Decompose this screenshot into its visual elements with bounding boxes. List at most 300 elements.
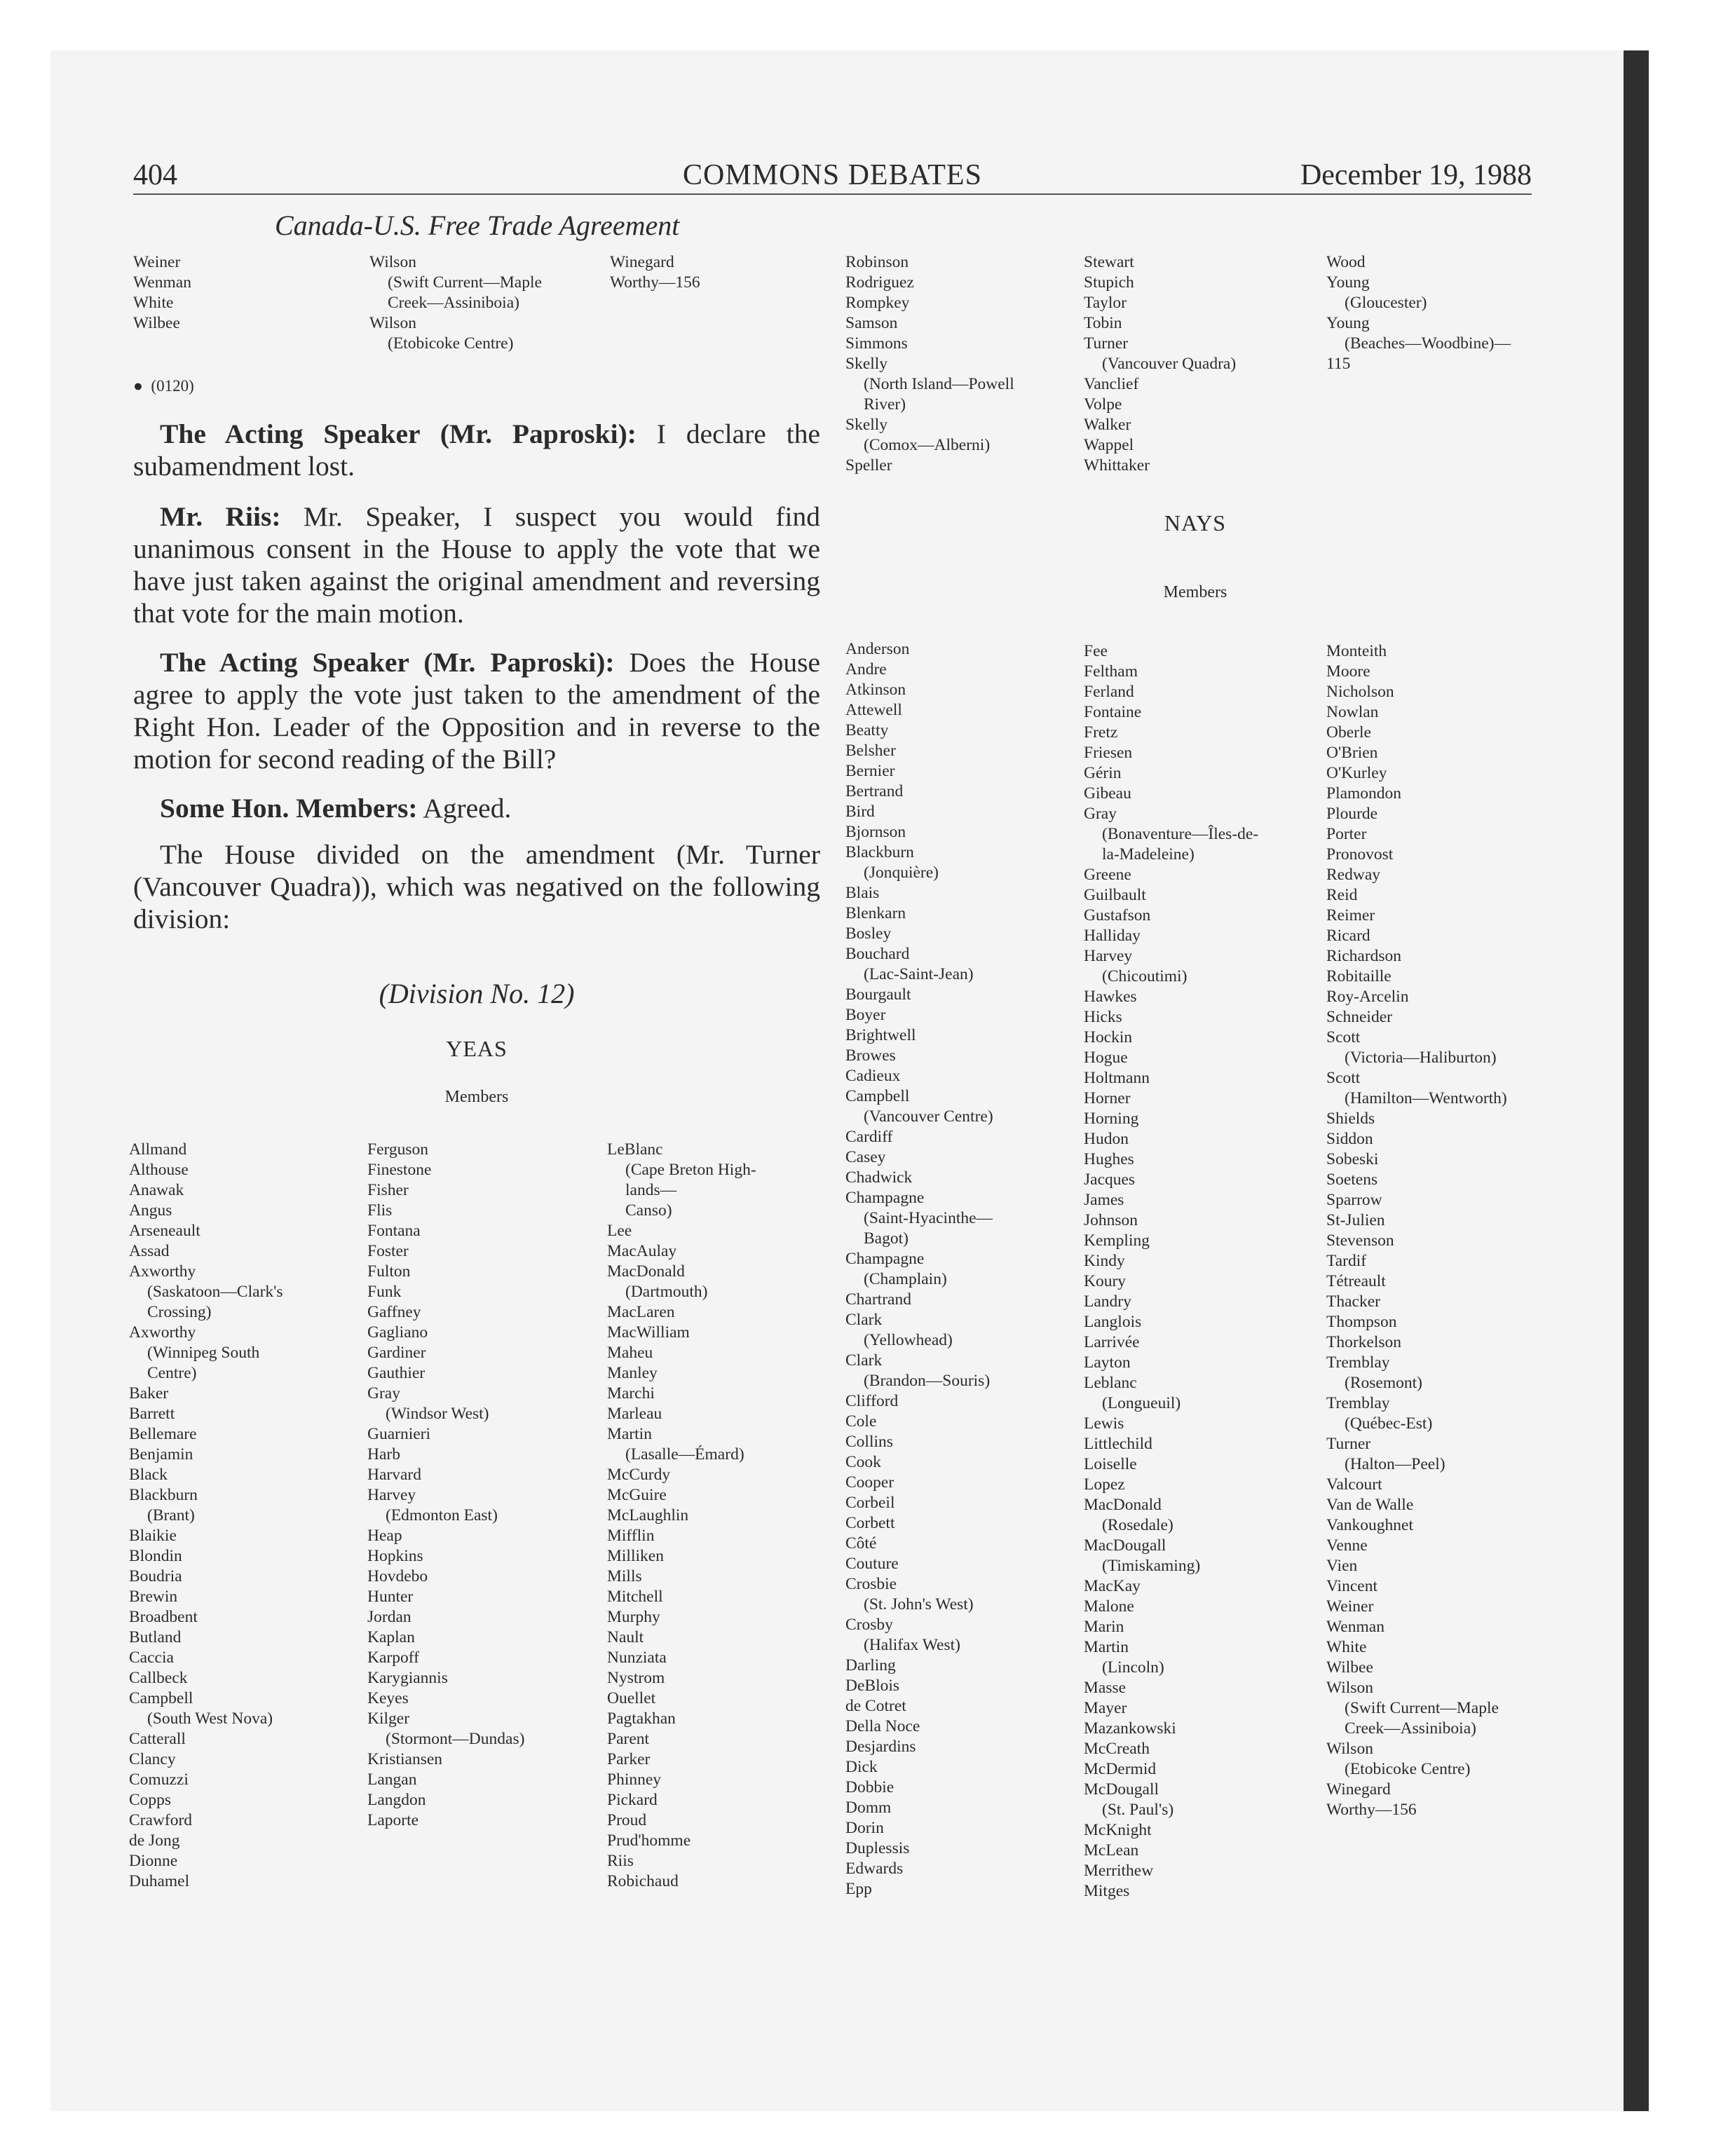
member-name: Comuzzi xyxy=(129,1770,189,1789)
member-name: Bernier xyxy=(845,762,895,780)
member-name: Maheu xyxy=(607,1344,653,1362)
member-name: Taylor xyxy=(1084,294,1127,312)
member-name: Stewart xyxy=(1084,253,1134,271)
member-name: Gagliano xyxy=(367,1323,428,1342)
member-name: Samson xyxy=(845,314,898,332)
member-name: Butland xyxy=(129,1628,182,1646)
riding-name: (South West Nova) xyxy=(147,1710,273,1728)
yeas-heading: YEAS xyxy=(446,1036,508,1061)
member-name: Cadieux xyxy=(845,1067,901,1085)
member-name: Worthy—156 xyxy=(610,273,700,292)
member-name: Blackburn xyxy=(845,843,914,861)
member-name: Clark xyxy=(845,1311,883,1329)
member-name: Foster xyxy=(367,1242,409,1260)
member-name: Wenman xyxy=(1326,1618,1384,1636)
member-name: Kilger xyxy=(367,1710,410,1728)
prev-list-col-4 xyxy=(845,252,1014,476)
nays-heading: NAYS xyxy=(1164,510,1227,535)
member-name: Turner xyxy=(1326,1435,1371,1453)
member-name: Fee xyxy=(1084,642,1108,660)
member-name: Atkinson xyxy=(845,681,906,699)
member-name: Laporte xyxy=(367,1811,419,1829)
member-name: Lewis xyxy=(1084,1414,1124,1433)
member-name: Ricard xyxy=(1326,927,1370,945)
member-name: Karygiannis xyxy=(367,1669,448,1687)
member-name: Copps xyxy=(129,1791,172,1809)
member-name: Thompson xyxy=(1326,1313,1397,1331)
riding-name: Creek—Assiniboia) xyxy=(388,294,519,312)
member-name: Mitchell xyxy=(607,1588,663,1606)
member-name: Stevenson xyxy=(1326,1231,1394,1250)
riding-name: (Bonaventure—Îles-de- xyxy=(1102,825,1259,843)
paragraph-riis xyxy=(133,500,820,629)
riding-name: (Brant) xyxy=(147,1506,195,1524)
member-name: Walker xyxy=(1084,416,1131,434)
member-name: McCreath xyxy=(1084,1740,1150,1758)
member-name: Axworthy xyxy=(129,1262,196,1281)
member-name: Koury xyxy=(1084,1272,1127,1290)
member-name: Domm xyxy=(845,1799,892,1817)
member-name: Hogue xyxy=(1084,1049,1128,1067)
section-subtitle: Canada-U.S. Free Trade Agreement xyxy=(275,210,680,241)
riding-name: (Jonquière) xyxy=(864,864,939,882)
member-name: Riis xyxy=(607,1852,634,1870)
member-name: Volpe xyxy=(1084,395,1122,414)
member-name: de Cotret xyxy=(845,1697,906,1715)
riding-name: (Chicoutimi) xyxy=(1102,967,1188,985)
member-name: Funk xyxy=(367,1283,402,1301)
member-name: Lee xyxy=(607,1222,632,1240)
riding-name: (Windsor West) xyxy=(386,1405,489,1423)
paragraph-text: I declare the subamendment lost. xyxy=(133,418,820,482)
nays-col-3 xyxy=(1326,641,1507,1820)
time-marker xyxy=(133,377,194,395)
member-name: Nystrom xyxy=(607,1669,665,1687)
scan-edge-shadow xyxy=(1624,50,1649,2111)
member-name: Flis xyxy=(367,1201,393,1220)
riding-name: (Gloucester) xyxy=(1345,294,1427,312)
riding-name: (Dartmouth) xyxy=(625,1283,708,1301)
member-name: Rodriguez xyxy=(845,273,914,292)
riding-name: (Halton—Peel) xyxy=(1345,1455,1445,1473)
member-name: Bourgault xyxy=(845,985,911,1004)
member-name: Langdon xyxy=(367,1791,426,1809)
member-name: Roy-Arcelin xyxy=(1326,988,1409,1006)
member-name: Barrett xyxy=(129,1405,175,1423)
member-name: Shields xyxy=(1326,1110,1375,1128)
member-name: Manley xyxy=(607,1364,658,1382)
member-name: Clancy xyxy=(129,1750,176,1768)
riding-name: lands— xyxy=(625,1181,677,1199)
member-name: Murphy xyxy=(607,1608,660,1626)
member-name: Nowlan xyxy=(1326,703,1379,721)
member-name: Monteith xyxy=(1326,642,1387,660)
member-name: 115 xyxy=(1326,355,1351,373)
member-name: Bjornson xyxy=(845,823,906,841)
member-name: Bird xyxy=(845,803,875,821)
member-name: Hudon xyxy=(1084,1130,1129,1148)
member-name: Harb xyxy=(367,1445,400,1464)
header-rule xyxy=(133,193,1532,195)
riding-name: Crossing) xyxy=(147,1303,212,1321)
member-name: Robichaud xyxy=(607,1872,679,1890)
yeas-col-1 xyxy=(129,1140,283,1892)
member-name: Gray xyxy=(1084,805,1117,823)
member-name: Johnson xyxy=(1084,1211,1138,1229)
riding-name: (Lasalle—Émard) xyxy=(625,1445,744,1464)
member-name: Wappel xyxy=(1084,436,1134,454)
running-title: COMMONS DEBATES xyxy=(683,159,982,191)
member-name: Dorin xyxy=(845,1819,884,1837)
member-name: Clifford xyxy=(845,1392,899,1410)
member-name: Stupich xyxy=(1084,273,1134,292)
member-name: Larrivée xyxy=(1084,1333,1140,1351)
riding-name: (Stormont—Dundas) xyxy=(386,1730,525,1748)
member-name: Winegard xyxy=(610,253,674,271)
member-name: Wilbee xyxy=(1326,1658,1373,1677)
member-name: Weiner xyxy=(133,253,181,271)
member-name: LeBlanc xyxy=(607,1140,663,1159)
member-name: Robinson xyxy=(845,253,909,271)
member-name: Brightwell xyxy=(845,1026,916,1044)
member-name: Harvey xyxy=(1084,947,1133,965)
paragraph-text: Agreed. xyxy=(417,793,512,824)
riding-name: (Lac-Saint-Jean) xyxy=(864,965,974,983)
member-name: Anderson xyxy=(845,640,910,658)
member-name: Cook xyxy=(845,1453,881,1471)
member-name: Scott xyxy=(1326,1069,1361,1087)
time-marker-text: (0120) xyxy=(151,377,194,395)
riding-name: Centre) xyxy=(147,1364,197,1382)
member-name: Phinney xyxy=(607,1770,662,1789)
member-name: Gibeau xyxy=(1084,784,1131,803)
member-name: Nunziata xyxy=(607,1649,667,1667)
riding-name: (Vancouver Centre) xyxy=(864,1107,993,1126)
member-name: Wilson xyxy=(1326,1740,1373,1758)
riding-name: (Edmonton East) xyxy=(386,1506,498,1524)
member-name: Merrithew xyxy=(1084,1862,1154,1880)
member-name: Bellemare xyxy=(129,1425,197,1443)
riding-name: (Swift Current—Maple xyxy=(1345,1699,1499,1717)
member-name: Pronovost xyxy=(1326,845,1394,864)
member-name: Bertrand xyxy=(845,782,904,800)
member-name: Friesen xyxy=(1084,744,1133,762)
member-name: Hovdebo xyxy=(367,1567,428,1585)
member-name: Hunter xyxy=(367,1588,414,1606)
member-name: Vincent xyxy=(1326,1577,1377,1595)
member-name: Jordan xyxy=(367,1608,411,1626)
member-name: O'Brien xyxy=(1326,744,1378,762)
member-name: Della Noce xyxy=(845,1717,920,1735)
member-name: Fulton xyxy=(367,1262,411,1281)
member-name: Casey xyxy=(845,1148,886,1166)
member-name: Catterall xyxy=(129,1730,186,1748)
riding-name: (Swift Current—Maple xyxy=(388,273,542,292)
member-name: Champagne xyxy=(845,1189,925,1207)
riding-name: (Brandon—Souris) xyxy=(864,1372,991,1390)
riding-name: (Etobicoke Centre) xyxy=(388,334,514,353)
prev-list-col-3 xyxy=(610,252,700,293)
member-name: Fisher xyxy=(367,1181,409,1199)
member-name: Martin xyxy=(1084,1638,1129,1656)
member-name: Vankoughnet xyxy=(1326,1516,1414,1534)
member-name: MacWilliam xyxy=(607,1323,690,1342)
member-name: Anawak xyxy=(129,1181,184,1199)
prev-list-col-2 xyxy=(369,252,542,354)
member-name: Crawford xyxy=(129,1811,193,1829)
member-name: Angus xyxy=(129,1201,172,1220)
member-name: Gardiner xyxy=(367,1344,426,1362)
member-name: Plamondon xyxy=(1326,784,1402,803)
nays-col-1 xyxy=(845,639,993,1899)
bullet-icon: ● xyxy=(133,377,143,395)
member-name: Malone xyxy=(1084,1597,1134,1616)
riding-name: Canso) xyxy=(625,1201,672,1220)
member-name: Hicks xyxy=(1084,1008,1122,1026)
member-name: Young xyxy=(1326,314,1370,332)
member-name: Littlechild xyxy=(1084,1435,1152,1453)
member-name: Langlois xyxy=(1084,1313,1142,1331)
member-name: Harvard xyxy=(367,1466,421,1484)
riding-name: (Etobicoke Centre) xyxy=(1345,1760,1471,1778)
member-name: Halliday xyxy=(1084,927,1141,945)
member-name: Desjardins xyxy=(845,1738,916,1756)
member-name: Tardif xyxy=(1326,1252,1367,1270)
member-name: Rompkey xyxy=(845,294,910,312)
member-name: Turner xyxy=(1084,334,1129,353)
member-name: Côté xyxy=(845,1534,877,1553)
member-name: Axworthy xyxy=(129,1323,196,1342)
member-name: Landry xyxy=(1084,1292,1131,1311)
member-name: Wilson xyxy=(1326,1679,1373,1697)
member-name: Harvey xyxy=(367,1486,416,1504)
member-name: Corbett xyxy=(845,1514,895,1532)
speaker-name: Mr. Riis: xyxy=(160,501,281,532)
member-name: Reimer xyxy=(1326,906,1375,925)
member-name: Mayer xyxy=(1084,1699,1127,1717)
member-name: Redway xyxy=(1326,866,1381,884)
member-name: Young xyxy=(1326,273,1370,292)
prev-list-col-1 xyxy=(133,252,191,334)
member-name: Gérin xyxy=(1084,764,1122,782)
member-name: Allmand xyxy=(129,1140,187,1159)
member-name: Marchi xyxy=(607,1384,655,1403)
riding-name: (Timiskaming) xyxy=(1102,1557,1201,1575)
member-name: Campbell xyxy=(845,1087,910,1105)
member-name: Tremblay xyxy=(1326,1353,1390,1372)
member-name: Masse xyxy=(1084,1679,1127,1697)
member-name: Boudria xyxy=(129,1567,182,1585)
member-name: Valcourt xyxy=(1326,1475,1382,1494)
page-number: 404 xyxy=(133,159,177,191)
prev-list-col-6 xyxy=(1326,252,1511,374)
member-name: Mills xyxy=(607,1567,642,1585)
member-name: Campbell xyxy=(129,1689,193,1707)
riding-name: (Hamilton—Wentworth) xyxy=(1345,1089,1507,1107)
member-name: Epp xyxy=(845,1880,872,1898)
member-name: Duplessis xyxy=(845,1839,910,1857)
riding-name: (North Island—Powell xyxy=(864,375,1014,393)
member-name: Dionne xyxy=(129,1852,178,1870)
riding-name: (Comox—Alberni) xyxy=(864,436,991,454)
riding-name: (Champlain) xyxy=(864,1270,947,1288)
member-name: Martin xyxy=(607,1425,652,1443)
member-name: Browes xyxy=(845,1046,896,1065)
member-name: Tétreault xyxy=(1326,1272,1386,1290)
member-name: Moore xyxy=(1326,662,1370,681)
member-name: Gauthier xyxy=(367,1364,426,1382)
member-name: Assad xyxy=(129,1242,170,1260)
riding-name: (Victoria—Haliburton) xyxy=(1345,1049,1497,1067)
member-name: Weiner xyxy=(1326,1597,1374,1616)
member-name: Andre xyxy=(845,660,887,678)
member-name: Benjamin xyxy=(129,1445,193,1464)
riding-name: (Saskatoon—Clark's xyxy=(147,1283,283,1301)
member-name: Hopkins xyxy=(367,1547,423,1565)
member-name: Sparrow xyxy=(1326,1191,1382,1209)
riding-name: (Halifax West) xyxy=(864,1636,960,1654)
member-name: DeBlois xyxy=(845,1677,900,1695)
prev-list-col-5 xyxy=(1084,252,1236,476)
member-name: Fretz xyxy=(1084,723,1118,742)
paragraph-text: Mr. Speaker, I suspect you would find unanimous consent in the House to apply the vote that we have just taken against the original amendment and reversing that vote for the main motion. xyxy=(133,501,820,629)
member-name: Edwards xyxy=(845,1860,904,1878)
riding-name: River) xyxy=(864,395,906,414)
member-name: Baker xyxy=(129,1384,169,1403)
member-name: Callbeck xyxy=(129,1669,188,1687)
member-name: MacDougall xyxy=(1084,1536,1166,1555)
member-name: Heap xyxy=(367,1527,402,1545)
member-name: Boyer xyxy=(845,1006,886,1024)
member-name: Horning xyxy=(1084,1110,1139,1128)
member-name: Parent xyxy=(607,1730,650,1748)
member-name: McLaughlin xyxy=(607,1506,689,1524)
yeas-col-3 xyxy=(607,1140,756,1892)
member-name: MacDonald xyxy=(1084,1496,1162,1514)
member-name: MacAulay xyxy=(607,1242,677,1260)
paragraph-text: Does the House agree to apply the vote just taken to the amendment of the Right Hon. Leader of the Opposition and in reverse to the motion for second reading of the Bill? xyxy=(133,647,820,775)
member-name: Nicholson xyxy=(1326,683,1394,701)
member-name: Reid xyxy=(1326,886,1358,904)
member-name: Vien xyxy=(1326,1557,1358,1575)
member-name: Marin xyxy=(1084,1618,1124,1636)
member-name: Marleau xyxy=(607,1405,662,1423)
member-name: Leblanc xyxy=(1084,1374,1137,1392)
member-name: Chartrand xyxy=(845,1290,911,1309)
member-name: Guarnieri xyxy=(367,1425,431,1443)
member-name: Black xyxy=(129,1466,168,1484)
member-name: Kaplan xyxy=(367,1628,415,1646)
member-name: Plourde xyxy=(1326,805,1378,823)
member-name: Finestone xyxy=(367,1161,432,1179)
member-name: Wenman xyxy=(133,273,191,292)
member-name: Belsher xyxy=(845,742,896,760)
member-name: Gaffney xyxy=(367,1303,421,1321)
riding-name: (Rosemont) xyxy=(1345,1374,1422,1392)
member-name: Langan xyxy=(367,1770,417,1789)
member-name: Simmons xyxy=(845,334,908,353)
member-name: Wilson xyxy=(369,253,416,271)
member-name: James xyxy=(1084,1191,1124,1209)
member-name: Tobin xyxy=(1084,314,1122,332)
member-name: Cole xyxy=(845,1412,877,1431)
member-name: Hockin xyxy=(1084,1028,1133,1046)
member-name: Tremblay xyxy=(1326,1394,1390,1412)
member-name: Chadwick xyxy=(845,1168,913,1187)
paragraph-speaker-declaration xyxy=(133,418,820,482)
member-name: Gray xyxy=(367,1384,400,1403)
member-name: Collins xyxy=(845,1433,893,1451)
member-name: Holtmann xyxy=(1084,1069,1150,1087)
member-name: Skelly xyxy=(845,355,888,373)
member-name: Speller xyxy=(845,456,892,475)
member-name: Blackburn xyxy=(129,1486,198,1504)
riding-name: (Longueuil) xyxy=(1102,1394,1181,1412)
riding-name: (Vancouver Quadra) xyxy=(1102,355,1237,373)
riding-name: (Saint-Hyacinthe— xyxy=(864,1209,993,1227)
member-name: White xyxy=(1326,1638,1367,1656)
member-name: Thacker xyxy=(1326,1292,1380,1311)
member-name: Brewin xyxy=(129,1588,178,1606)
member-name: Arseneault xyxy=(129,1222,200,1240)
riding-name: (Beaches—Woodbine)— xyxy=(1345,334,1511,353)
member-name: Wilson xyxy=(369,314,416,332)
member-name: Hawkes xyxy=(1084,988,1137,1006)
riding-name: Bagot) xyxy=(864,1229,909,1248)
riding-name: Creek—Assiniboia) xyxy=(1345,1719,1476,1738)
member-name: Layton xyxy=(1084,1353,1131,1372)
member-name: Ferland xyxy=(1084,683,1134,701)
member-name: Clark xyxy=(845,1351,883,1370)
member-name: Blondin xyxy=(129,1547,182,1565)
member-name: Duhamel xyxy=(129,1872,190,1890)
member-name: Wilbee xyxy=(133,314,180,332)
member-name: McCurdy xyxy=(607,1466,671,1484)
member-name: White xyxy=(133,294,174,312)
member-name: Horner xyxy=(1084,1089,1131,1107)
riding-name: (Rosedale) xyxy=(1102,1516,1173,1534)
member-name: Dick xyxy=(845,1758,878,1776)
member-name: Guilbault xyxy=(1084,886,1146,904)
member-name: Proud xyxy=(607,1811,647,1829)
member-name: Porter xyxy=(1326,825,1367,843)
member-name: MacDonald xyxy=(607,1262,685,1281)
member-name: McDougall xyxy=(1084,1780,1159,1799)
member-name: Pagtakhan xyxy=(607,1710,676,1728)
member-name: Wood xyxy=(1326,253,1366,271)
member-name: Cardiff xyxy=(845,1128,893,1146)
division-number: (Division No. 12) xyxy=(379,978,575,1009)
member-name: Skelly xyxy=(845,416,888,434)
member-name: Blais xyxy=(845,884,880,902)
paragraph-text: The House divided on the amendment (Mr. Turner (Vancouver Quadra)), which was negatived on the following division: xyxy=(133,839,820,934)
speaker-name: The Acting Speaker (Mr. Paproski): xyxy=(160,647,615,678)
member-name: St-Julien xyxy=(1326,1211,1385,1229)
member-name: Richardson xyxy=(1326,947,1402,965)
member-name: Mazankowski xyxy=(1084,1719,1176,1738)
member-name: Crosbie xyxy=(845,1575,897,1593)
member-name: Greene xyxy=(1084,866,1131,884)
member-name: Corbeil xyxy=(845,1494,895,1512)
member-name: Gustafson xyxy=(1084,906,1151,925)
member-name: Kristiansen xyxy=(367,1750,443,1768)
paragraph-speaker-question xyxy=(133,646,820,775)
member-name: Oberle xyxy=(1326,723,1371,742)
member-name: Darling xyxy=(845,1656,896,1674)
member-name: Broadbent xyxy=(129,1608,198,1626)
member-name: Jacques xyxy=(1084,1171,1136,1189)
member-name: Soetens xyxy=(1326,1171,1378,1189)
